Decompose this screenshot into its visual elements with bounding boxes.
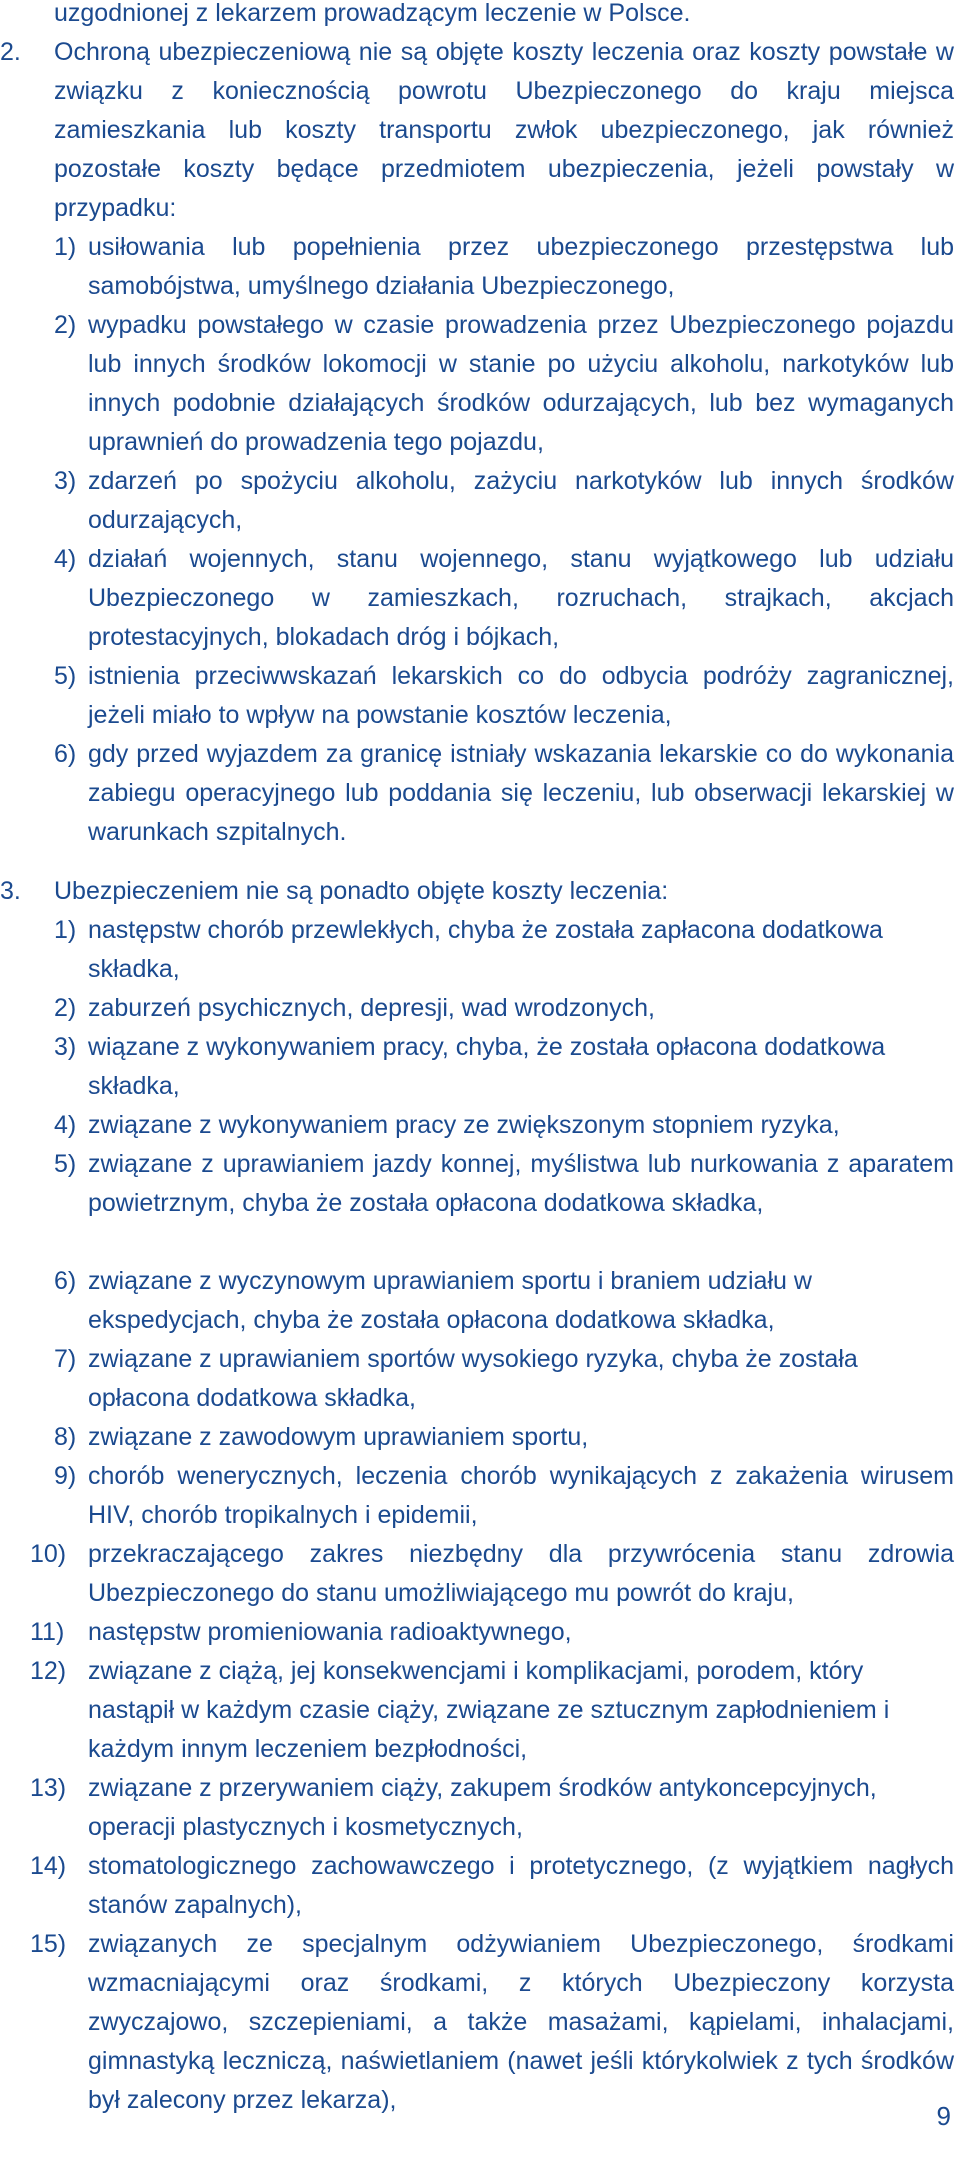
s3-item-4-text: związane z wykonywaniem pracy ze zwiększonym stopniem ryzyka, [88, 1111, 840, 1139]
s3-item-13-number: 13) [30, 1774, 67, 1802]
s3-item-1-text: następstw chorób przewlekłych, chyba że została zapłacona dodatkowa składka, [88, 916, 883, 983]
section-3-number: 3. [0, 877, 21, 905]
s2-item-3-text: zdarzeń po spożyciu alkoholu, zażyciu narkotyków lub innych środków odurzających, [88, 467, 954, 534]
s3-item-14-text: stomatologicznego zachowawczego i protetycznego, (z wyjątkiem nagłych stanów zapalnych), [88, 1852, 954, 1919]
s3-item-15-text: związanych ze specjalnym odżywianiem Ubezpieczonego, środkami wzmacniającymi oraz środkami, z których Ubezpieczony korzysta zwyczajowo, szczepieniami, a także masażami, kąpielami, inhalacjami, gimnastyką leczniczą, naświetlaniem (nawet jeśli którykolwiek z tych środków był zalecony przez lekarza), [88, 1930, 954, 2114]
s3-item-4-number: 4) [54, 1111, 77, 1139]
s3-item-8-text: związane z zawodowym uprawianiem sportu, [88, 1423, 589, 1451]
s2-item-4-number: 4) [54, 545, 77, 573]
s3-item-5-number: 5) [54, 1150, 77, 1178]
s3-item-15-number: 15) [30, 1930, 67, 1958]
s3-item-6-number: 6) [54, 1267, 77, 1295]
s2-item-5-text: istnienia przeciwwskazań lekarskich co do odbycia podróży zagranicznej, jeżeli miało to wpływ na powstanie kosztów leczenia, [88, 662, 954, 729]
s3-item-8-number: 8) [54, 1423, 77, 1451]
s3-item-11-number: 11) [30, 1618, 65, 1646]
s2-item-2-text: wypadku powstałego w czasie prowadzenia przez Ubezpieczonego pojazdu lub innych środków lokomocji w stanie po użyciu alkoholu, narkotyków lub innych podobnie działających środków odurzających, lub bez wymaganych uprawnień do prowadzenia tego pojazdu, [88, 311, 954, 456]
intro-line: uzgodnionej z lekarzem prowadzącym leczenie w Polsce. [54, 0, 691, 27]
s3-item-10-text: przekraczającego zakres niezbędny dla przywrócenia stanu zdrowia Ubezpieczonego do stanu umożliwiającego mu powrót do kraju, [88, 1540, 954, 1607]
s3-item-7-text: związane z uprawianiem sportów wysokiego ryzyka, chyba że została opłacona dodatkowa składka, [88, 1345, 858, 1412]
s3-item-6-text: związane z wyczynowym uprawianiem sportu i braniem udziału w ekspedycjach, chyba że została opłacona dodatkowa składka, [88, 1267, 812, 1334]
section-2-text: Ochroną ubezpieczeniową nie są objęte koszty leczenia oraz koszty powstałe w związku z koniecznością powrotu Ubezpieczonego do kraju miejsca zamieszkania lub koszty transportu zwłok ubezpieczonego, jak również pozostałe koszty będące przedmiotem ubezpieczenia, jeżeli powstały w przypadku: [54, 38, 954, 222]
s3-item-2-number: 2) [54, 994, 77, 1022]
s3-item-3-text: wiązane z wykonywaniem pracy, chyba, że została opłacona dodatkowa składka, [88, 1033, 886, 1100]
s3-item-14-number: 14) [30, 1852, 67, 1880]
s3-item-9-text: chorób wenerycznych, leczenia chorób wynikających z zakażenia wirusem HIV, chorób tropikalnych i epidemii, [88, 1462, 954, 1529]
s3-item-7-number: 7) [54, 1345, 77, 1373]
page-number: 9 [936, 2101, 951, 2131]
s2-item-3-number: 3) [54, 467, 77, 495]
s3-item-3-number: 3) [54, 1033, 77, 1061]
s3-item-5-text: związane z uprawianiem jazdy konnej, myślistwa lub nurkowania z aparatem powietrznym, chyba że została opłacona dodatkowa składka, [88, 1150, 954, 1217]
s3-item-10-number: 10) [30, 1540, 67, 1568]
s2-item-6-number: 6) [54, 740, 77, 768]
s2-item-6-text: gdy przed wyjazdem za granicę istniały wskazania lekarskie co do wykonania zabiegu operacyjnego lub poddania się leczeniu, lub obserwacji lekarskiej w warunkach szpitalnych. [88, 740, 954, 846]
s2-item-1-text: usiłowania lub popełnienia przez ubezpieczonego przestępstwa lub samobójstwa, umyślnego działania Ubezpieczonego, [88, 233, 954, 300]
s2-item-4-text: działań wojennych, stanu wojennego, stanu wyjątkowego lub udziału Ubezpieczonego w zamieszkach, rozruchach, strajkach, akcjach protestacyjnych, blokadach dróg i bójkach, [88, 545, 954, 651]
s3-item-1-number: 1) [54, 916, 77, 944]
section-3-text: Ubezpieczeniem nie są ponadto objęte koszty leczenia: [54, 877, 669, 905]
s3-item-13-text: związane z przerywaniem ciąży, zakupem środków antykoncepcyjnych, operacji plastycznych i kosmetycznych, [88, 1774, 877, 1841]
s3-item-11-text: następstw promieniowania radioaktywnego, [88, 1618, 572, 1646]
section-2-number: 2. [0, 38, 21, 66]
s3-item-9-number: 9) [54, 1462, 77, 1490]
s3-item-12-text: związane z ciążą, jej konsekwencjami i komplikacjami, porodem, który nastąpił w każdym czasie ciąży, związane ze sztucznym zapłodnieniem i każdym innym leczeniem bezpłodności, [88, 1657, 890, 1763]
s3-item-12-number: 12) [30, 1657, 67, 1685]
s3-item-2-text: zaburzeń psychicznych, depresji, wad wrodzonych, [88, 994, 655, 1022]
s2-item-2-number: 2) [54, 311, 77, 339]
s2-item-5-number: 5) [54, 662, 77, 690]
s2-item-1-number: 1) [54, 233, 77, 261]
